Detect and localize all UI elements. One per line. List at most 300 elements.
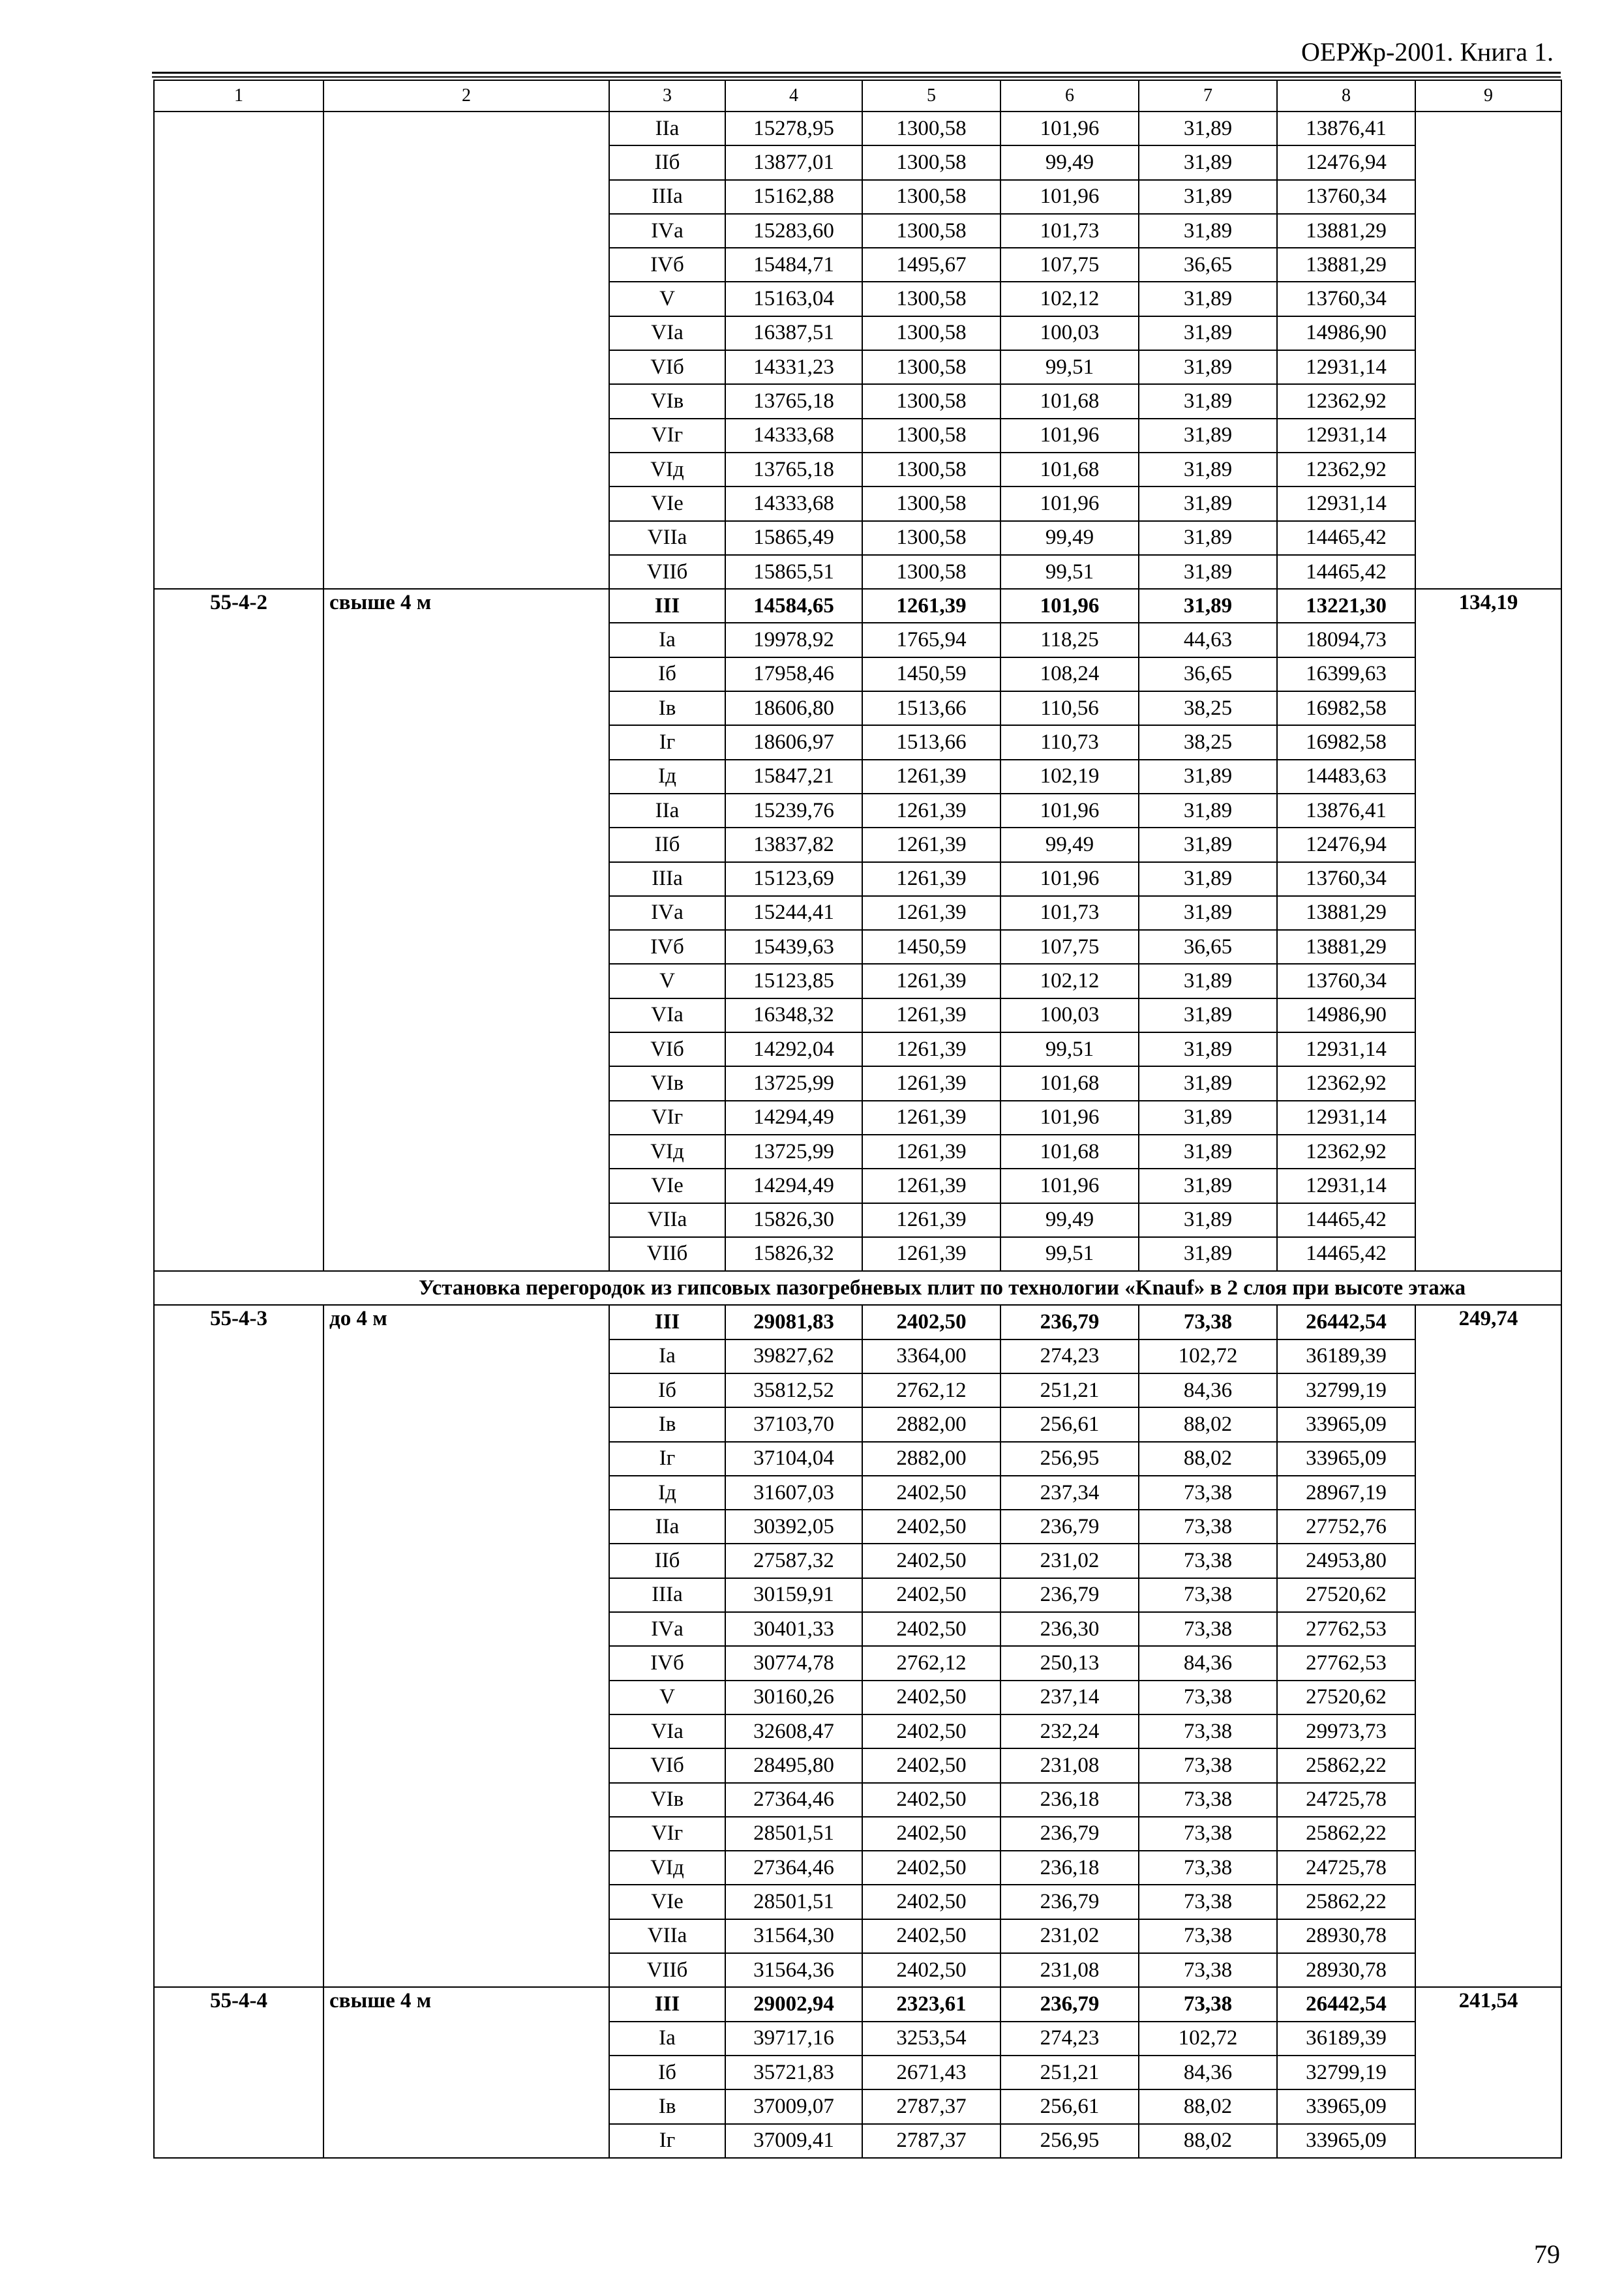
value-col4: 37009,07 [725, 2089, 862, 2123]
value-col5: 1261,39 [862, 1135, 1000, 1169]
column-number: 4 [725, 80, 862, 112]
labor-value [1415, 112, 1561, 589]
value-col7: 31,89 [1139, 760, 1277, 794]
value-col6: 256,61 [1000, 1407, 1139, 1441]
value-col6: 236,79 [1000, 1510, 1139, 1544]
zone-code: Iб [609, 1373, 725, 1407]
value-col4: 28501,51 [725, 1885, 862, 1919]
value-col5: 2882,00 [862, 1407, 1000, 1441]
value-col5: 2402,50 [862, 1714, 1000, 1748]
value-col7: 31,89 [1139, 282, 1277, 316]
value-col4: 14333,68 [725, 486, 862, 520]
value-col5: 2402,50 [862, 1748, 1000, 1782]
value-col7: 31,89 [1139, 828, 1277, 861]
value-col6: 101,68 [1000, 453, 1139, 486]
value-col4: 13765,18 [725, 453, 862, 486]
zone-code: VIIа [609, 1203, 725, 1237]
value-col7: 84,36 [1139, 1373, 1277, 1407]
value-col8: 13760,34 [1277, 862, 1415, 896]
value-col5: 1495,67 [862, 248, 1000, 282]
labor-value: 134,19 [1415, 589, 1561, 1271]
page-header: ОЕРЖр-2001. Книга 1. [1301, 37, 1554, 67]
value-col8: 26442,54 [1277, 1305, 1415, 1339]
value-col4: 14294,49 [725, 1101, 862, 1135]
value-col8: 13760,34 [1277, 964, 1415, 998]
value-col5: 2402,50 [862, 1305, 1000, 1339]
value-col5: 1261,39 [862, 589, 1000, 623]
value-col7: 31,89 [1139, 316, 1277, 350]
zone-code: IIб [609, 1544, 725, 1578]
zone-code: VIIб [609, 555, 725, 589]
zone-code: IIб [609, 828, 725, 861]
zone-code: Iв [609, 2089, 725, 2123]
column-number: 9 [1415, 80, 1561, 112]
value-col5: 1300,58 [862, 112, 1000, 145]
zone-code: IIIа [609, 862, 725, 896]
value-col6: 107,75 [1000, 248, 1139, 282]
value-col6: 99,51 [1000, 350, 1139, 384]
value-col4: 15484,71 [725, 248, 862, 282]
value-col6: 274,23 [1000, 2022, 1139, 2056]
value-col8: 14465,42 [1277, 1203, 1415, 1237]
section-row [154, 1271, 1561, 1305]
rate-code [154, 112, 323, 589]
value-col6: 110,73 [1000, 725, 1139, 759]
value-col5: 1261,39 [862, 1101, 1000, 1135]
zone-code: VIг [609, 1817, 725, 1851]
value-col5: 2402,50 [862, 1783, 1000, 1817]
value-col5: 1300,58 [862, 555, 1000, 589]
zone-code: IVа [609, 1612, 725, 1646]
value-col8: 14986,90 [1277, 316, 1415, 350]
zone-code: V [609, 1681, 725, 1714]
value-col7: 88,02 [1139, 1442, 1277, 1476]
value-col4: 13725,99 [725, 1066, 862, 1100]
value-col7: 88,02 [1139, 1407, 1277, 1441]
value-col8: 12476,94 [1277, 145, 1415, 179]
value-col7: 31,89 [1139, 180, 1277, 214]
zone-code: IIа [609, 794, 725, 828]
value-col8: 25862,22 [1277, 1885, 1415, 1919]
value-col8: 33965,09 [1277, 1407, 1415, 1441]
zone-code: IIа [609, 1510, 725, 1544]
value-col8: 12931,14 [1277, 350, 1415, 384]
value-col8: 27520,62 [1277, 1578, 1415, 1612]
value-col7: 73,38 [1139, 1305, 1277, 1339]
value-col6: 237,14 [1000, 1681, 1139, 1714]
rate-description [323, 112, 609, 589]
value-col4: 30774,78 [725, 1646, 862, 1680]
rate-code: 55-4-2 [154, 589, 323, 1271]
value-col6: 231,02 [1000, 1544, 1139, 1578]
zone-code: IVб [609, 930, 725, 964]
rate-description: свыше 4 м [323, 589, 609, 1271]
zone-code: VIв [609, 1066, 725, 1100]
zone-code: VIе [609, 1169, 725, 1203]
value-col7: 73,38 [1139, 1783, 1277, 1817]
zone-code: VIе [609, 1885, 725, 1919]
value-col5: 1300,58 [862, 214, 1000, 248]
value-col4: 27364,46 [725, 1851, 862, 1885]
value-col6: 101,96 [1000, 862, 1139, 896]
value-col8: 29973,73 [1277, 1714, 1415, 1748]
column-number: 1 [154, 80, 323, 112]
value-col7: 38,25 [1139, 725, 1277, 759]
value-col7: 31,89 [1139, 1032, 1277, 1066]
value-col8: 14465,42 [1277, 555, 1415, 589]
value-col5: 1300,58 [862, 419, 1000, 453]
value-col5: 1765,94 [862, 623, 1000, 657]
value-col7: 88,02 [1139, 2124, 1277, 2158]
value-col8: 16982,58 [1277, 691, 1415, 725]
value-col7: 73,38 [1139, 1714, 1277, 1748]
value-col7: 31,89 [1139, 1169, 1277, 1203]
value-col4: 29002,94 [725, 1987, 862, 2021]
column-number: 6 [1000, 80, 1139, 112]
value-col8: 13760,34 [1277, 180, 1415, 214]
value-col4: 13877,01 [725, 145, 862, 179]
value-col4: 35812,52 [725, 1373, 862, 1407]
page-number: 79 [1534, 2239, 1560, 2269]
value-col4: 15239,76 [725, 794, 862, 828]
value-col8: 13876,41 [1277, 794, 1415, 828]
value-col4: 30401,33 [725, 1612, 862, 1646]
value-col8: 28930,78 [1277, 1953, 1415, 1987]
zone-code: VIIб [609, 1953, 725, 1987]
value-col6: 250,13 [1000, 1646, 1139, 1680]
value-col4: 29081,83 [725, 1305, 862, 1339]
zone-code: VIв [609, 1783, 725, 1817]
value-col6: 232,24 [1000, 1714, 1139, 1748]
zone-code: IVа [609, 896, 725, 930]
value-col7: 102,72 [1139, 2022, 1277, 2056]
zone-code: Iб [609, 657, 725, 691]
value-col4: 15847,21 [725, 760, 862, 794]
value-col6: 236,18 [1000, 1783, 1139, 1817]
value-col7: 73,38 [1139, 1987, 1277, 2021]
value-col5: 2402,50 [862, 1919, 1000, 1953]
zone-code: VIа [609, 316, 725, 350]
value-col8: 28930,78 [1277, 1919, 1415, 1953]
value-col4: 19978,92 [725, 623, 862, 657]
value-col6: 256,95 [1000, 2124, 1139, 2158]
zone-code: IIIа [609, 1578, 725, 1612]
value-col6: 231,08 [1000, 1953, 1139, 1987]
value-col4: 17958,46 [725, 657, 862, 691]
value-col4: 18606,97 [725, 725, 862, 759]
value-col8: 28967,19 [1277, 1476, 1415, 1510]
value-col4: 14333,68 [725, 419, 862, 453]
value-col7: 31,89 [1139, 896, 1277, 930]
value-col5: 1450,59 [862, 657, 1000, 691]
value-col6: 231,02 [1000, 1919, 1139, 1953]
value-col6: 256,95 [1000, 1442, 1139, 1476]
zone-code: Iв [609, 691, 725, 725]
zone-code: VIг [609, 419, 725, 453]
value-col4: 14292,04 [725, 1032, 862, 1066]
column-number: 7 [1139, 80, 1277, 112]
value-col4: 15826,32 [725, 1237, 862, 1271]
value-col4: 16387,51 [725, 316, 862, 350]
price-table [153, 80, 1562, 2159]
value-col7: 84,36 [1139, 1646, 1277, 1680]
value-col7: 31,89 [1139, 998, 1277, 1032]
value-col8: 12476,94 [1277, 828, 1415, 861]
table-row [154, 1305, 1561, 1339]
value-col4: 14331,23 [725, 350, 862, 384]
value-col8: 13760,34 [1277, 282, 1415, 316]
value-col6: 101,96 [1000, 794, 1139, 828]
value-col4: 15162,88 [725, 180, 862, 214]
value-col5: 2323,61 [862, 1987, 1000, 2021]
value-col4: 37104,04 [725, 1442, 862, 1476]
value-col5: 1300,58 [862, 316, 1000, 350]
value-col5: 1513,66 [862, 691, 1000, 725]
value-col6: 231,08 [1000, 1748, 1139, 1782]
value-col6: 99,51 [1000, 1237, 1139, 1271]
value-col8: 12362,92 [1277, 1135, 1415, 1169]
value-col8: 26442,54 [1277, 1987, 1415, 2021]
column-number: 2 [323, 80, 609, 112]
value-col6: 236,79 [1000, 1885, 1139, 1919]
value-col6: 101,96 [1000, 1101, 1139, 1135]
value-col5: 1261,39 [862, 794, 1000, 828]
value-col5: 1261,39 [862, 1237, 1000, 1271]
value-col4: 39717,16 [725, 2022, 862, 2056]
value-col5: 2402,50 [862, 1885, 1000, 1919]
value-col7: 31,89 [1139, 350, 1277, 384]
value-col5: 1261,39 [862, 828, 1000, 861]
value-col4: 15278,95 [725, 112, 862, 145]
value-col5: 3253,54 [862, 2022, 1000, 2056]
value-col6: 236,79 [1000, 1305, 1139, 1339]
value-col6: 99,49 [1000, 1203, 1139, 1237]
value-col8: 25862,22 [1277, 1817, 1415, 1851]
value-col4: 30159,91 [725, 1578, 862, 1612]
value-col5: 1300,58 [862, 384, 1000, 418]
value-col4: 39827,62 [725, 1339, 862, 1373]
value-col6: 99,51 [1000, 1032, 1139, 1066]
value-col8: 14465,42 [1277, 1237, 1415, 1271]
value-col7: 36,65 [1139, 930, 1277, 964]
zone-code: Iг [609, 1442, 725, 1476]
zone-code: Iа [609, 623, 725, 657]
rate-code: 55-4-3 [154, 1305, 323, 1987]
value-col7: 31,89 [1139, 1101, 1277, 1135]
value-col8: 14483,63 [1277, 760, 1415, 794]
zone-code: Iд [609, 1476, 725, 1510]
value-col5: 1261,39 [862, 862, 1000, 896]
column-number: 8 [1277, 80, 1415, 112]
value-col8: 12362,92 [1277, 384, 1415, 418]
value-col8: 24725,78 [1277, 1851, 1415, 1885]
value-col7: 31,89 [1139, 521, 1277, 555]
value-col8: 12931,14 [1277, 1101, 1415, 1135]
value-col4: 13725,99 [725, 1135, 862, 1169]
value-col5: 3364,00 [862, 1339, 1000, 1373]
value-col8: 14986,90 [1277, 998, 1415, 1032]
value-col4: 37103,70 [725, 1407, 862, 1441]
value-col5: 1261,39 [862, 1169, 1000, 1203]
value-col4: 13765,18 [725, 384, 862, 418]
value-col4: 15865,49 [725, 521, 862, 555]
zone-code: V [609, 964, 725, 998]
value-col8: 33965,09 [1277, 2089, 1415, 2123]
value-col5: 2402,50 [862, 1612, 1000, 1646]
section-title: Установка перегородок из гипсовых пазогребневых плит по технологии «Knauf» в 2 слоя при высоте этажа [323, 1271, 1561, 1305]
value-col4: 14584,65 [725, 589, 862, 623]
value-col7: 31,89 [1139, 486, 1277, 520]
value-col7: 73,38 [1139, 1510, 1277, 1544]
value-col5: 2402,50 [862, 1544, 1000, 1578]
zone-code: IVб [609, 248, 725, 282]
value-col8: 12931,14 [1277, 419, 1415, 453]
value-col7: 31,89 [1139, 964, 1277, 998]
value-col6: 101,73 [1000, 896, 1139, 930]
value-col5: 2402,50 [862, 1578, 1000, 1612]
zone-code: VIIа [609, 1919, 725, 1953]
value-col5: 1261,39 [862, 760, 1000, 794]
zone-code: VIг [609, 1101, 725, 1135]
value-col6: 274,23 [1000, 1339, 1139, 1373]
value-col8: 16982,58 [1277, 725, 1415, 759]
value-col7: 73,38 [1139, 1544, 1277, 1578]
table-row [154, 589, 1561, 623]
value-col8: 27762,53 [1277, 1612, 1415, 1646]
value-col7: 36,65 [1139, 657, 1277, 691]
value-col4: 30392,05 [725, 1510, 862, 1544]
value-col5: 1300,58 [862, 180, 1000, 214]
value-col5: 1300,58 [862, 486, 1000, 520]
zone-code: Iа [609, 2022, 725, 2056]
value-col8: 12931,14 [1277, 1032, 1415, 1066]
value-col7: 44,63 [1139, 623, 1277, 657]
zone-code: Iа [609, 1339, 725, 1373]
value-col8: 14465,42 [1277, 521, 1415, 555]
value-col5: 2787,37 [862, 2089, 1000, 2123]
table-row [154, 112, 1561, 145]
value-col7: 102,72 [1139, 1339, 1277, 1373]
zone-code: VIе [609, 486, 725, 520]
value-col4: 32608,47 [725, 1714, 862, 1748]
labor-value: 249,74 [1415, 1305, 1561, 1987]
value-col4: 18606,80 [725, 691, 862, 725]
value-col8: 12931,14 [1277, 486, 1415, 520]
value-col5: 2762,12 [862, 1646, 1000, 1680]
value-col6: 99,49 [1000, 145, 1139, 179]
value-col5: 1513,66 [862, 725, 1000, 759]
column-number: 5 [862, 80, 1000, 112]
value-col4: 15865,51 [725, 555, 862, 589]
value-col6: 100,03 [1000, 316, 1139, 350]
value-col6: 101,68 [1000, 1135, 1139, 1169]
value-col4: 28495,80 [725, 1748, 862, 1782]
value-col8: 18094,73 [1277, 623, 1415, 657]
value-col6: 100,03 [1000, 998, 1139, 1032]
value-col6: 251,21 [1000, 1373, 1139, 1407]
value-col5: 1261,39 [862, 998, 1000, 1032]
value-col8: 24953,80 [1277, 1544, 1415, 1578]
value-col7: 31,89 [1139, 112, 1277, 145]
value-col5: 1300,58 [862, 453, 1000, 486]
value-col6: 101,73 [1000, 214, 1139, 248]
value-col5: 1261,39 [862, 1066, 1000, 1100]
value-col8: 13881,29 [1277, 896, 1415, 930]
value-col8: 13881,29 [1277, 248, 1415, 282]
value-col6: 101,68 [1000, 1066, 1139, 1100]
zone-code: III [609, 1305, 725, 1339]
value-col5: 2402,50 [862, 1510, 1000, 1544]
value-col5: 1300,58 [862, 521, 1000, 555]
value-col5: 2402,50 [862, 1476, 1000, 1510]
zone-code: IIа [609, 112, 725, 145]
value-col8: 16399,63 [1277, 657, 1415, 691]
value-col7: 38,25 [1139, 691, 1277, 725]
value-col7: 73,38 [1139, 1578, 1277, 1612]
zone-code: Iб [609, 2056, 725, 2089]
value-col7: 31,89 [1139, 555, 1277, 589]
value-col8: 32799,19 [1277, 2056, 1415, 2089]
value-col7: 31,89 [1139, 145, 1277, 179]
value-col5: 1261,39 [862, 896, 1000, 930]
value-col5: 2402,50 [862, 1953, 1000, 1987]
value-col4: 15123,69 [725, 862, 862, 896]
column-number: 3 [609, 80, 725, 112]
value-col6: 256,61 [1000, 2089, 1139, 2123]
value-col7: 31,89 [1139, 419, 1277, 453]
zone-code: VIв [609, 384, 725, 418]
zone-code: Iв [609, 1407, 725, 1441]
zone-code: IVа [609, 214, 725, 248]
value-col7: 73,38 [1139, 1885, 1277, 1919]
value-col8: 33965,09 [1277, 2124, 1415, 2158]
zone-code: VIд [609, 453, 725, 486]
value-col6: 108,24 [1000, 657, 1139, 691]
value-col6: 101,96 [1000, 1169, 1139, 1203]
zone-code: IVб [609, 1646, 725, 1680]
value-col7: 31,89 [1139, 1066, 1277, 1100]
header-rule [152, 72, 1561, 74]
value-col5: 1300,58 [862, 145, 1000, 179]
zone-code: V [609, 282, 725, 316]
zone-code: VIд [609, 1135, 725, 1169]
value-col4: 15439,63 [725, 930, 862, 964]
value-col5: 2671,43 [862, 2056, 1000, 2089]
value-col5: 2402,50 [862, 1681, 1000, 1714]
value-col6: 101,96 [1000, 112, 1139, 145]
section-blank-cell [154, 1271, 323, 1305]
value-col6: 237,34 [1000, 1476, 1139, 1510]
value-col6: 236,79 [1000, 1987, 1139, 2021]
value-col6: 236,30 [1000, 1612, 1139, 1646]
value-col8: 12362,92 [1277, 453, 1415, 486]
value-col4: 31564,36 [725, 1953, 862, 1987]
value-col8: 13881,29 [1277, 930, 1415, 964]
value-col8: 27752,76 [1277, 1510, 1415, 1544]
zone-code: III [609, 589, 725, 623]
value-col6: 236,18 [1000, 1851, 1139, 1885]
value-col8: 13881,29 [1277, 214, 1415, 248]
value-col4: 27587,32 [725, 1544, 862, 1578]
value-col7: 73,38 [1139, 1612, 1277, 1646]
value-col4: 30160,26 [725, 1681, 862, 1714]
value-col5: 2402,50 [862, 1817, 1000, 1851]
header-rule-thin [152, 76, 1561, 78]
value-col4: 31607,03 [725, 1476, 862, 1510]
value-col7: 31,89 [1139, 794, 1277, 828]
value-col5: 1300,58 [862, 282, 1000, 316]
value-col5: 1261,39 [862, 1203, 1000, 1237]
